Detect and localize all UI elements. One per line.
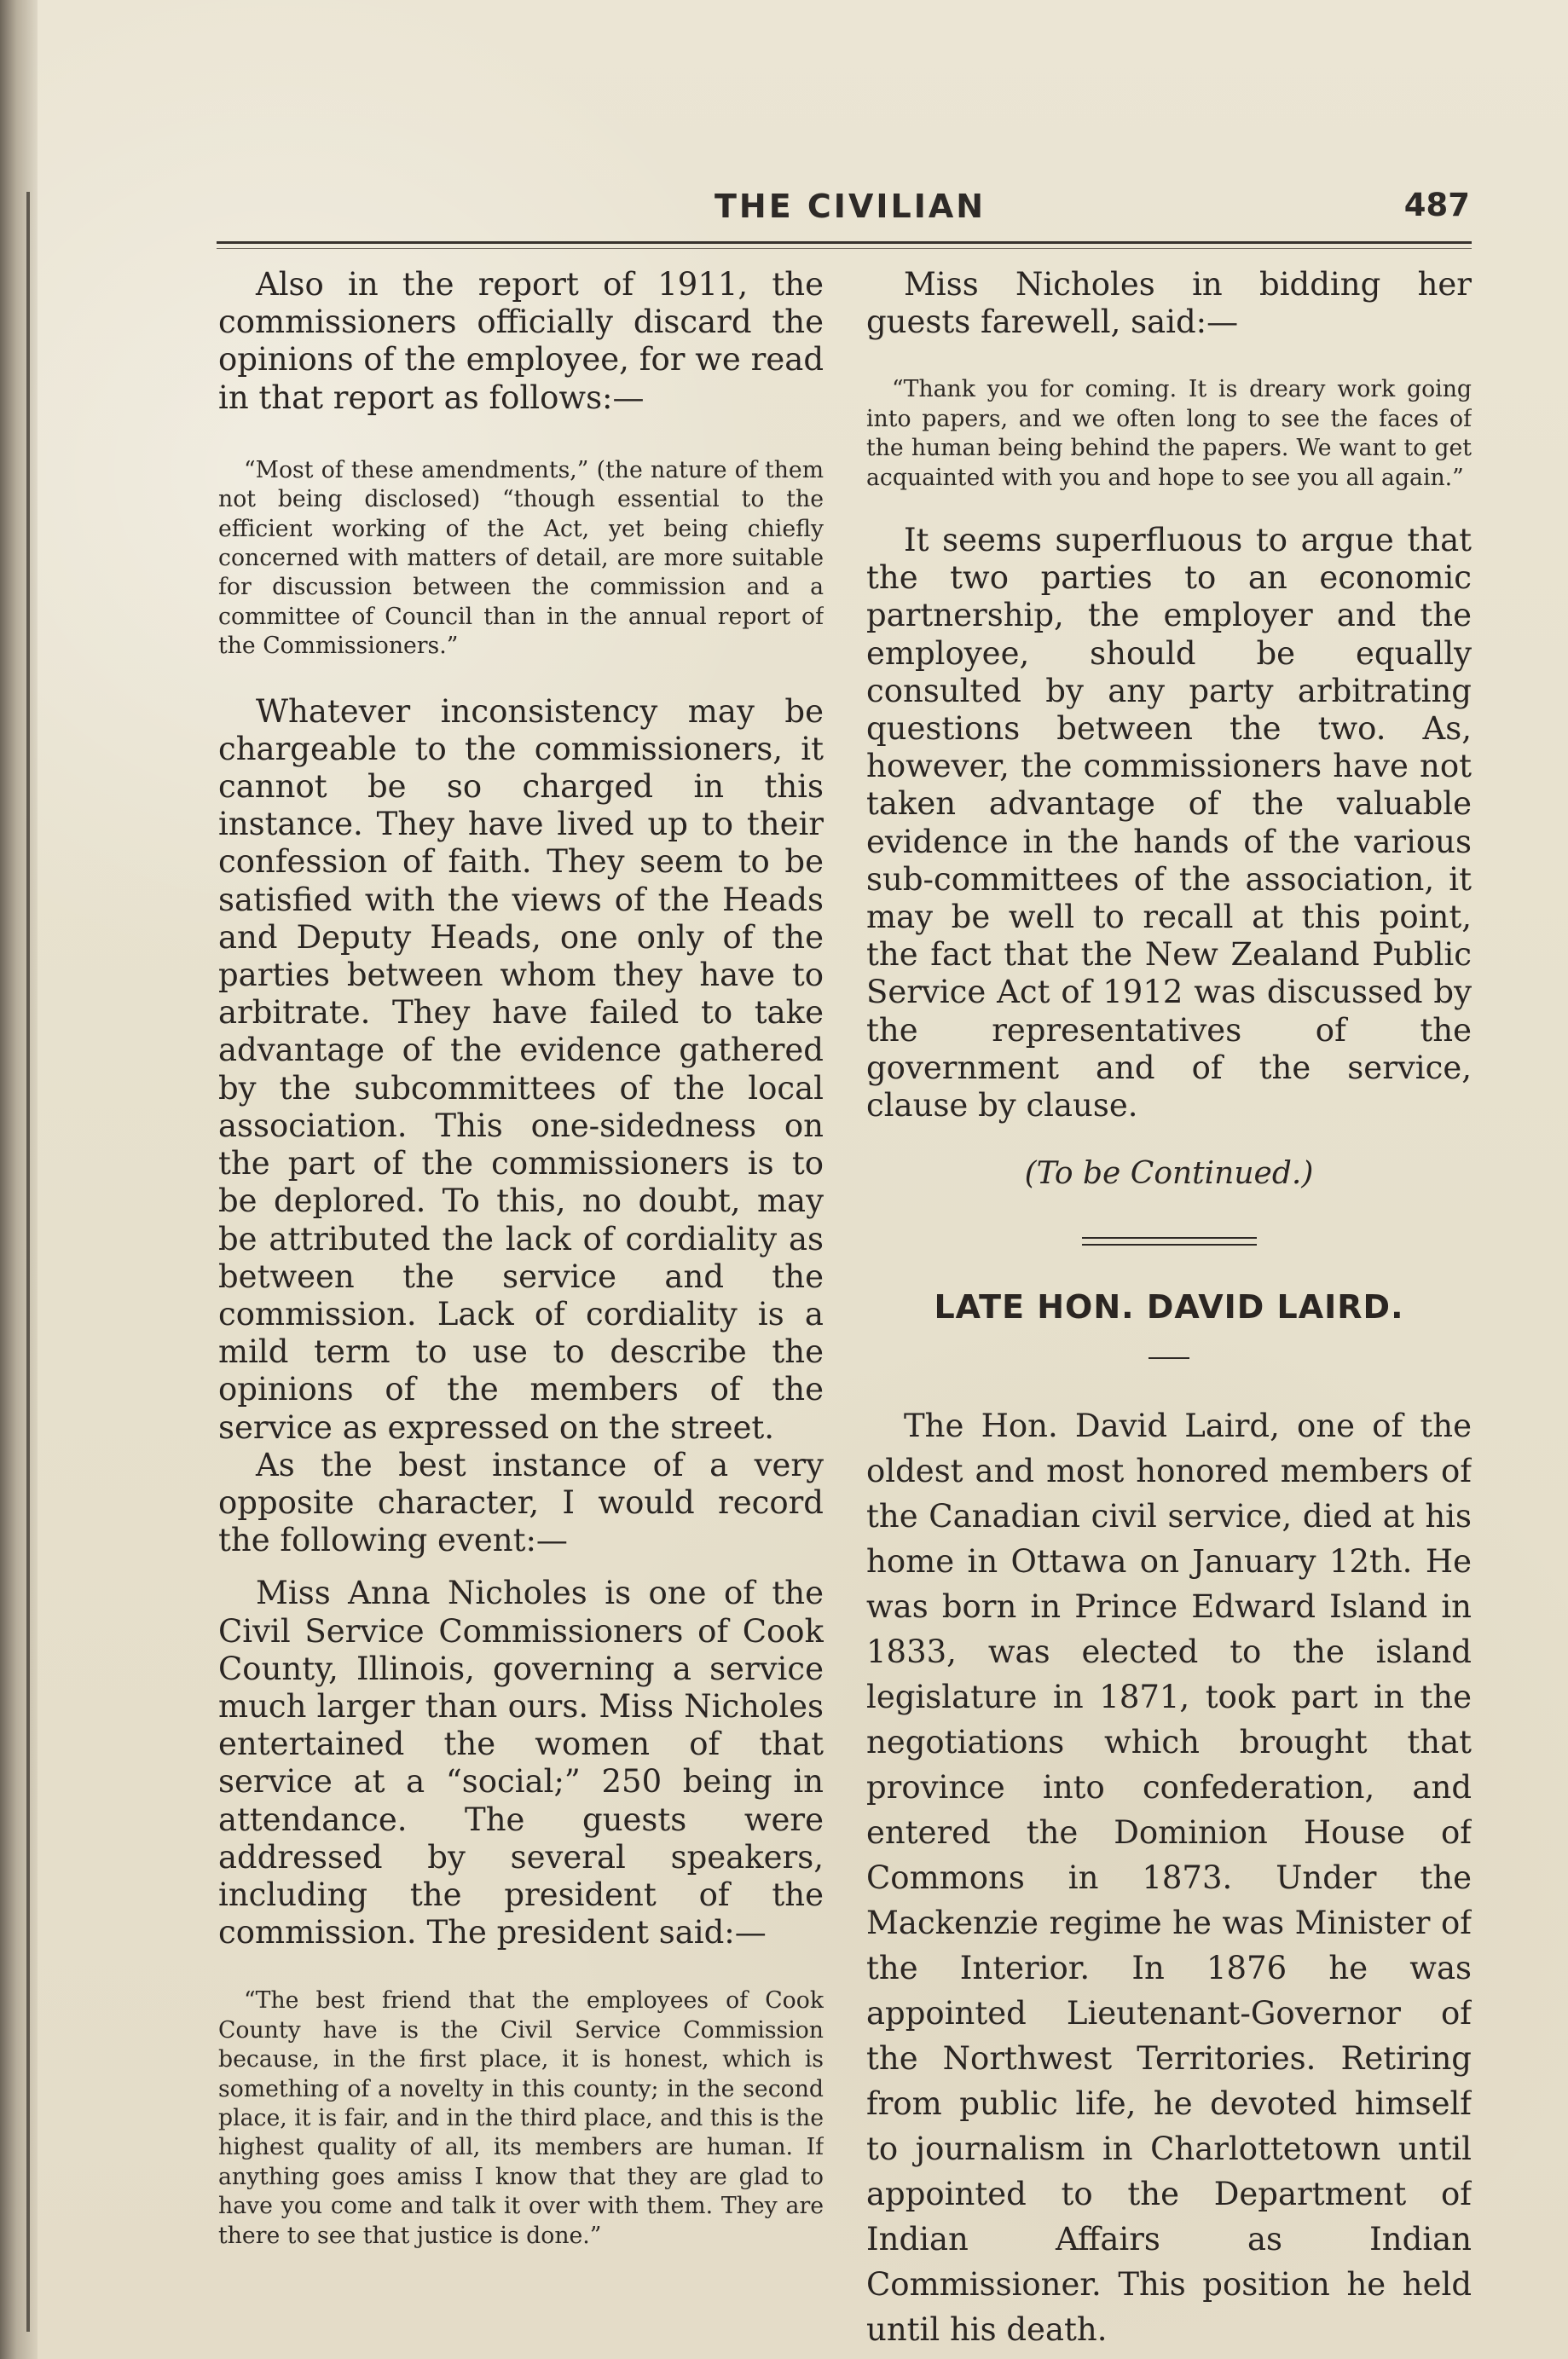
header-divider <box>217 241 1472 249</box>
right-column <box>866 266 1472 2352</box>
title-rule <box>1149 1357 1189 1359</box>
left-quote-1: “Most of these amendments,” (the nature of them not being disclosed) “though essential to the efficient working of the Act, yet being chiefly concerned with matters of detail, are more suitable for discussion between the commission and a committee of Council than in the annual report of the Commissioners.” <box>218 456 824 660</box>
page-number: 487 <box>1403 187 1470 223</box>
right-paragraph-1: Miss Nicholes in bidding her guests farewell, said:— <box>866 266 1472 341</box>
left-paragraph-4: Miss Anna Nicholes is one of the Civil Service Commissioners of Cook County, Illinois, governing a service much larger than ours. Miss Nicholes entertained the women of that service at a “social;” 250 being in attendance. The guests were addressed by several speakers, including the president of the commission. The president said:— <box>218 1575 824 1951</box>
obituary-body: The Hon. David Laird, one of the oldest and most honored members of the Canadian civil service, died at his home in Ottawa on January 12th. He was born in Prince Edward Island in 1833, was elected to the island legislature in 1871, took part in the negotiations which brought that province into confederation, and entered the Dominion House of Commons in 1873. Under the Mackenzie regime he was Minister of the Interior. In 1876 he was appointed Lieutenant-Governor of the Northwest Territories. Retiring from public life, he devoted himself to journalism in Charlottetown until appointed to the Department of Indian Affairs as Indian Commissioner. This position he held until his death. <box>866 1408 1472 2349</box>
right-quote-1: “Thank you for coming. It is dreary work going into papers, and we often long to see the faces of the human being behind the papers. We want to get acquainted with you and hope to see you all again.” <box>866 376 1472 491</box>
left-paragraph-3: As the best instance of a very opposite character, I would record the following event:— <box>218 1446 824 1559</box>
page-spine-shadow <box>0 0 38 2359</box>
section-divider <box>1082 1237 1257 1246</box>
left-column <box>218 266 824 2251</box>
page-header <box>217 188 1472 244</box>
binding-edge-line <box>26 192 30 2332</box>
journal-title: THE CIVILIAN <box>715 188 987 225</box>
left-paragraph-1: Also in the report of 1911, the commissioners officially discard the opinions of the employee, for we read in that report as follows:— <box>218 266 824 416</box>
left-paragraph-2: Whatever inconsistency may be chargeable to the commissioners, it cannot be so charged in this instance. They have lived up to their confession of faith. They seem to be satisfied with the views of the Heads and Deputy Heads, one only of the parties between whom they have to arbitrate. They have failed to take advantage of the evidence gathered by the subcommittees of the local association. This one-sidedness on the part of the commissioners is to be deplored. To this, no doubt, may be attributed the lack of cordiality as between the service and the commission. Lack of cordiality is a mild term to use to describe the opinions of the members of the service as expressed on the street. <box>218 692 824 1446</box>
left-quote-2: “The best friend that the employees of Cook County have is the Civil Service Commission because, in the first place, it is honest, which is something of a novelty in this county; in the second place, it is fair, and in the third place, and this is the highest quality of all, its members are human. If anything goes amiss I know that they are glad to have you come and talk it over with them. They are there to see that justice is done.” <box>218 1987 824 2249</box>
obituary-title: LATE HON. DAVID LAIRD. <box>934 1288 1404 1327</box>
right-paragraph-2: It seems superfluous to argue that the two parties to an economic partnership, the employer and the employee, should be equally consulted by any party arbitrating questions between the two. As, however, the commissioners have not taken advantage of the valuable evidence in the hands of the various sub-committees of the association, it may be well to recall at this point, the fact that the New Zealand Public Service Act of 1912 was discussed by the representatives of the government and of the service, clause by clause. <box>866 522 1472 1125</box>
to-be-continued-note: (To be Continued.) <box>1024 1156 1314 1192</box>
